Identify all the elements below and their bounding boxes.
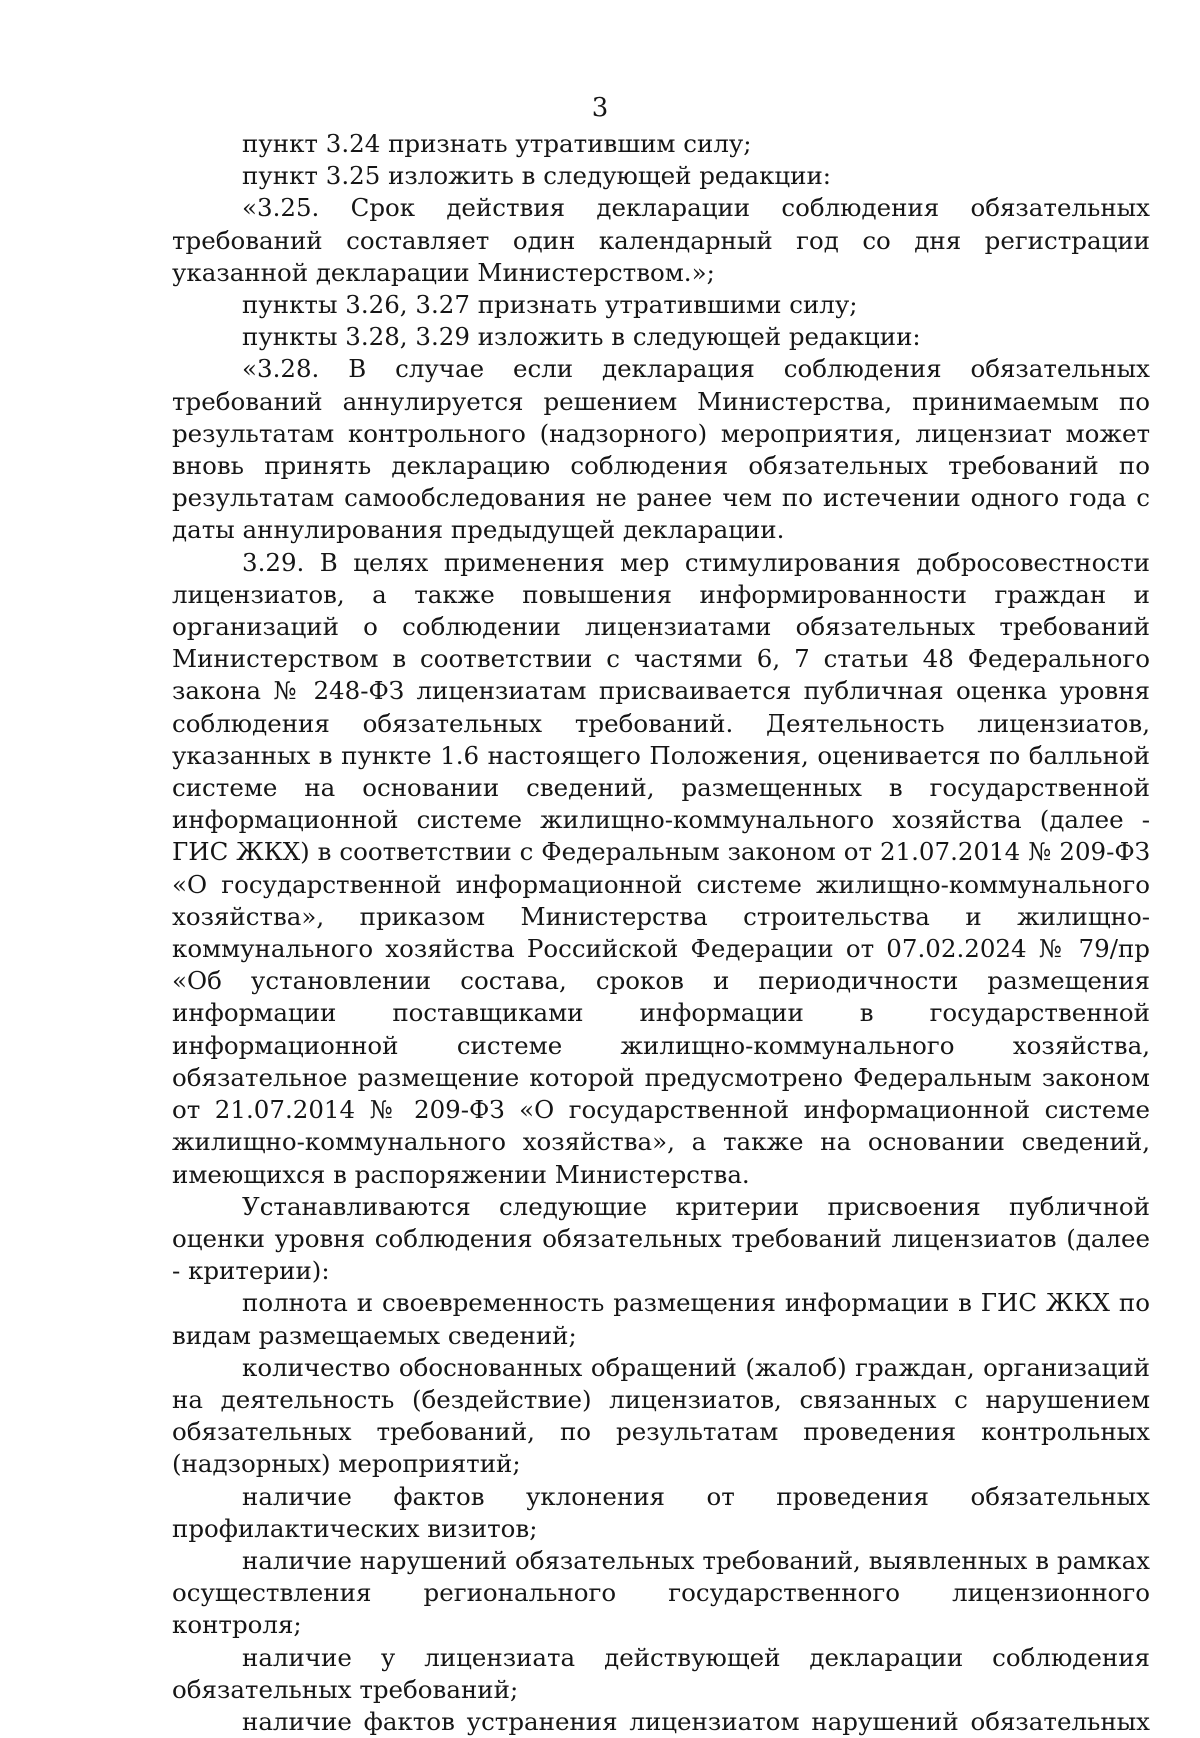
page-number: 3 — [591, 93, 609, 123]
paragraph: «3.25. Срок действия декларации соблюдения обязательных требований составляет один календарный год со дня регистрации указанной декларации Министерством.»; — [172, 193, 1150, 287]
paragraph: наличие фактов устранения лицензиатом нарушений обязательных — [242, 1706, 1150, 1736]
paragraph: «3.28. В случае если декларация соблюдения обязательных требований аннулируется решением Министерства, принимаемым по результатам контрольного (надзорного) мероприятия, лицензиат может вновь принять декларацию соблюдения обязательных требований по результатам самообследования не ранее чем по истечении одного года с даты аннулирования предыдущей декларации. — [172, 354, 1150, 545]
paragraph: пункты 3.26, 3.27 признать утратившими силу; — [242, 290, 858, 320]
paragraph: пункт 3.25 изложить в следующей редакции: — [242, 161, 832, 191]
paragraph: наличие у лицензиата действующей декларации соблюдения обязательных требований; — [172, 1642, 1150, 1704]
paragraph: пункты 3.28, 3.29 изложить в следующей редакции: — [242, 322, 921, 352]
paragraph: полнота и своевременность размещения информации в ГИС ЖКХ по видам размещаемых сведений; — [172, 1288, 1150, 1350]
paragraph: наличие нарушений обязательных требований, выявленных в рамках осуществления регионального государственного лицензионного контроля; — [172, 1545, 1150, 1640]
paragraph: количество обоснованных обращений (жалоб) граждан, организаций на деятельность (бездействие) лицензиатов, связанных с нарушением обязательных требований, по результатам проведения контрольных (надзорных) мероприятий; — [172, 1352, 1150, 1479]
paragraph: пункт 3.24 признать утратившим силу; — [242, 129, 752, 158]
paragraph: наличие фактов уклонения от проведения обязательных профилактических визитов; — [172, 1481, 1150, 1543]
paragraph: 3.29. В целях применения мер стимулирования добросовестности лицензиатов, а также повышения информированности граждан и организаций о соблюдении лицензиатами обязательных требований Министерством в соответствии с частями 6, 7 статьи 48 Федерального закона № 248-ФЗ лицензиатам присваивается публичная оценка уровня соблюдения обязательных требований. Деятельность лицензиатов, указанных в пункте 1.6 настоящего Положения, оценивается по балльной системе на основании сведений, размещенных в государственной информационной системе жилищно-коммунального хозяйства (далее - ГИС ЖКХ) в соответствии с Федеральным законом от 21.07.2014 № 209-ФЗ «О государственной информационной системе жилищно-коммунального хозяйства», приказом Министерства строительства и жилищно-коммунального хозяйства Российской Федерации от 07.02.2024 № 79/пр «Об установлении состава, сроков и периодичности размещения информации поставщиками информации в государственной информационной системе жилищно-коммунального хозяйства, обязательное размещение которой предусмотрено Федеральным законом от 21.07.2014 № 209-ФЗ «О государственной информационной системе жилищно-коммунального хозяйства», а также на основании сведений, имеющихся в распоряжении Министерства. — [172, 547, 1150, 1189]
paragraph: Устанавливаются следующие критерии присвоения публичной оценки уровня соблюдения обязательных требований лицензиатов (далее - критерии): — [172, 1191, 1150, 1286]
document-body — [172, 128, 1150, 1738]
